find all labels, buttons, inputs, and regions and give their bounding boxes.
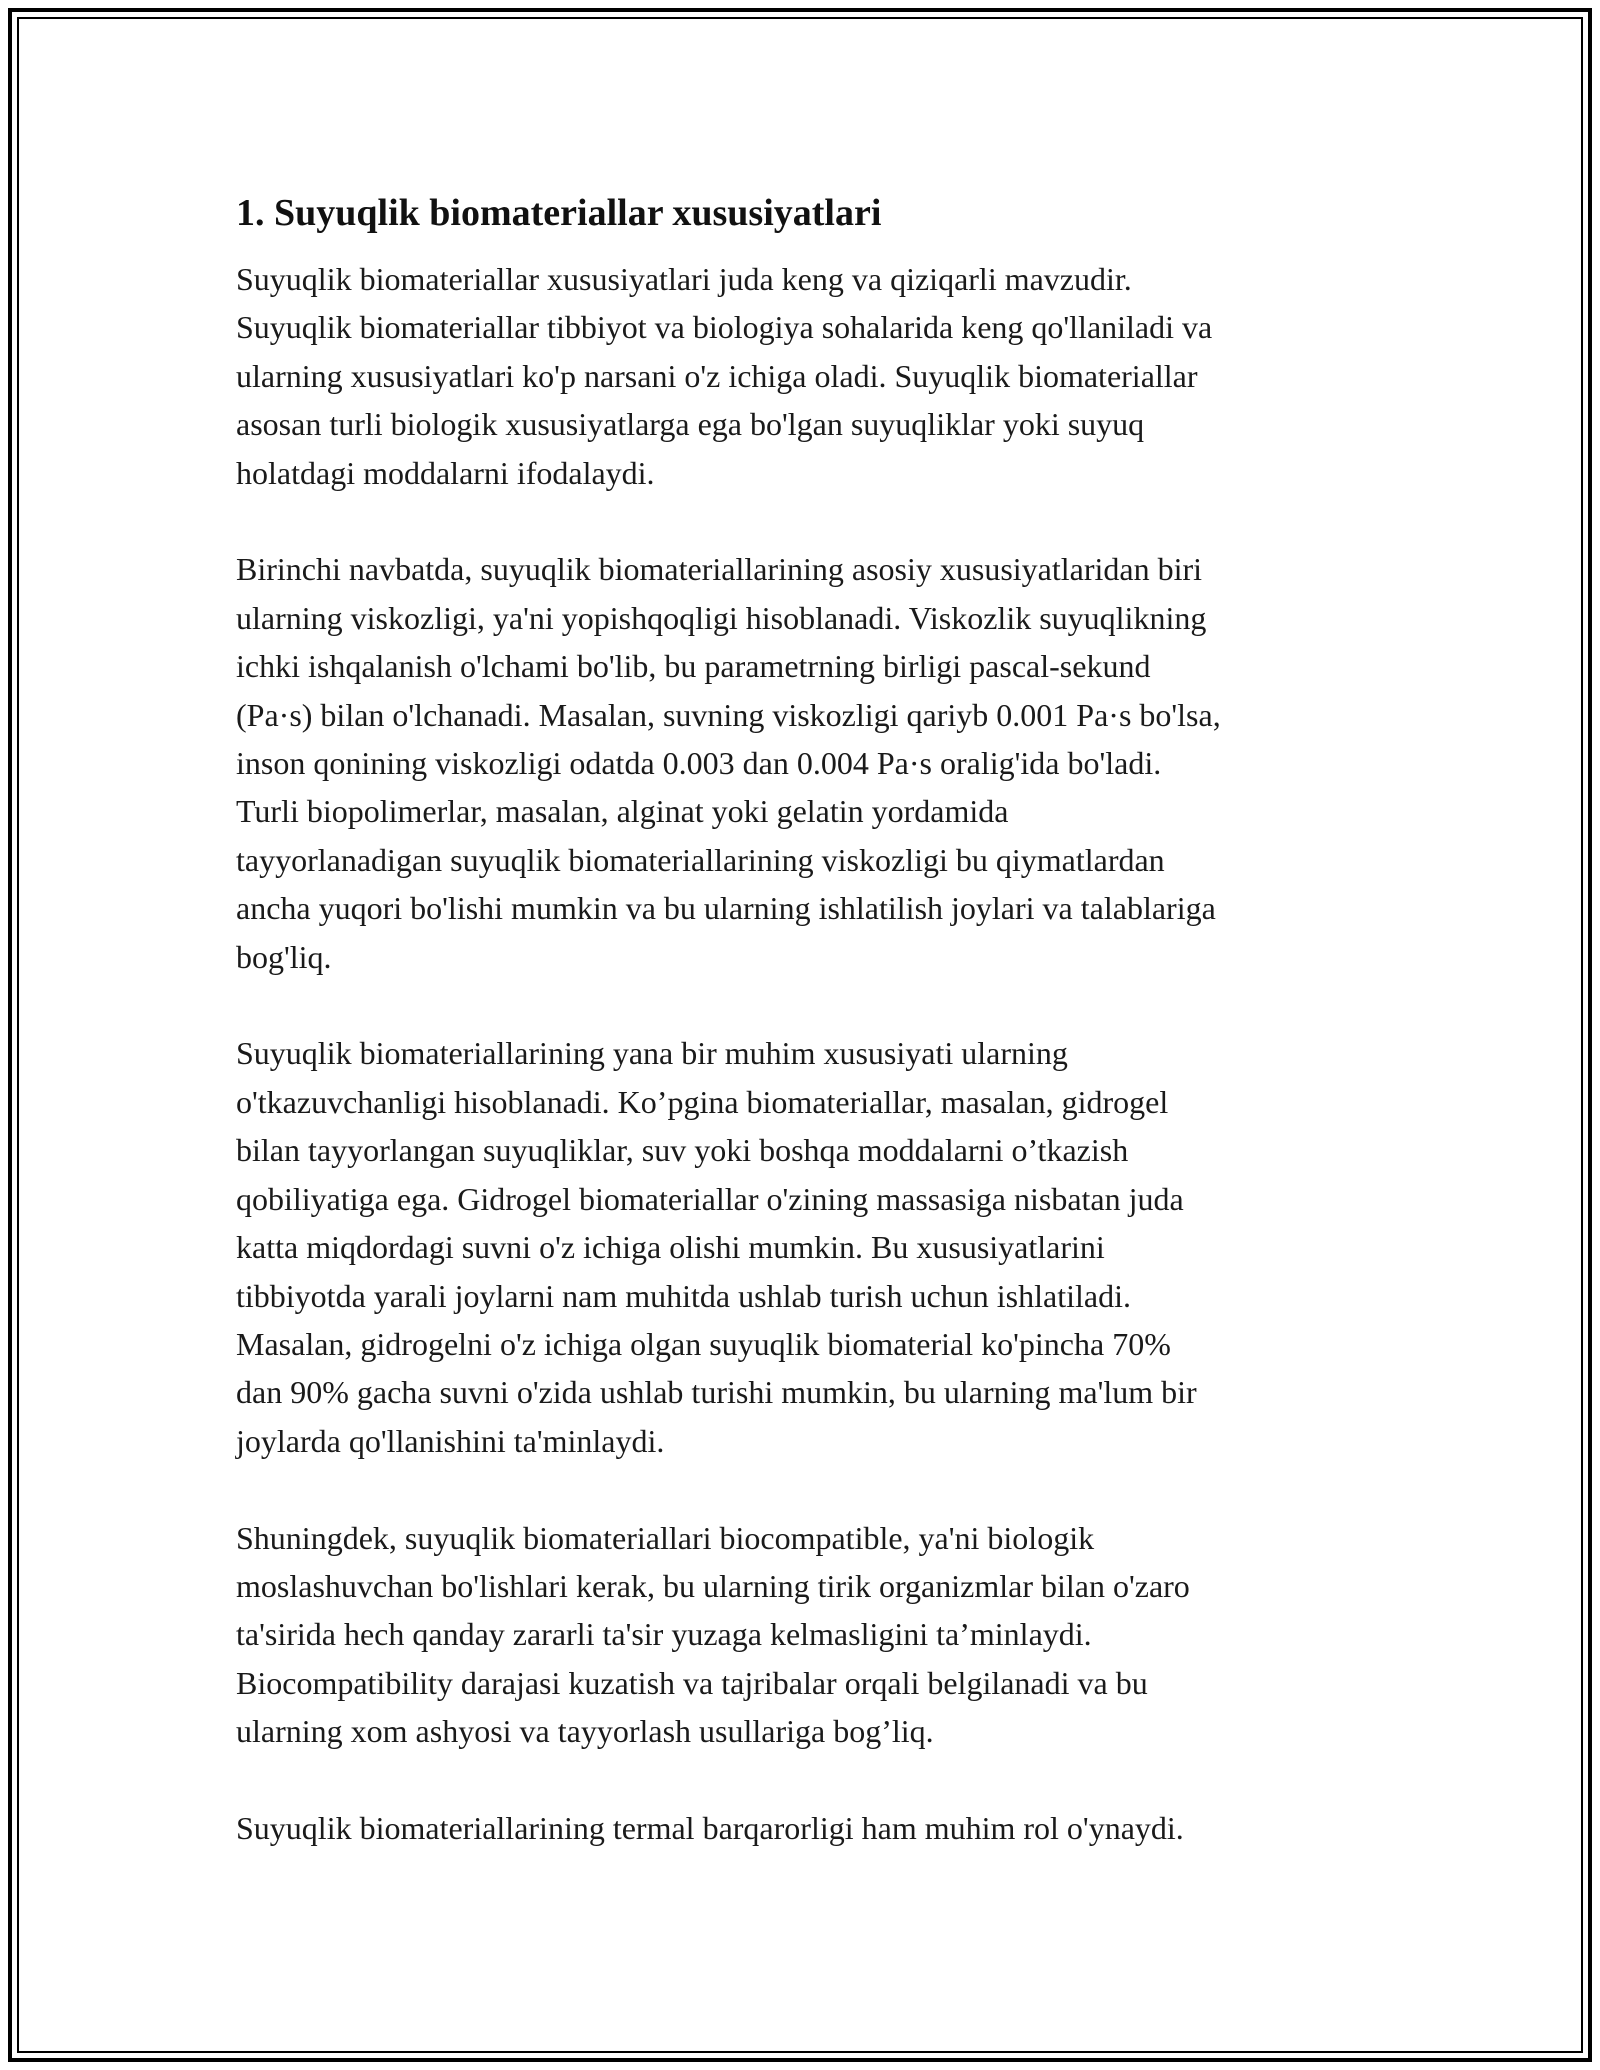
paragraph-viscosity: Birinchi navbatda, suyuqlik biomateriallarining asosiy xususiyatlaridan biri ularning viskozligi, ya'ni yopishqoqligi hisoblanadi. Viskozlik suyuqlikning ichki ishqalanish o'lchami bo'lib, bu parametrning birligi pascal-sekund (Pa·s) bilan o'lchanadi. Masalan, suvning viskozligi qariyb 0.001 Pa·s bo'lsa, inson qonining viskozligi odatda 0.003 dan 0.004 Pa·s oralig'ida bo'ladi. Turli biopolimerlar, masalan, alginat yoki gelatin yordamida tayyorlanadigan suyuqlik biomateriallarining viskozligi bu qiymatlardan ancha yuqori bo'lishi mumkin va bu ularning ishlatilish joylari va talablariga bog'liq. (236, 551, 1221, 975)
section-heading: 1. Suyuqlik biomateriallar xususiyatlari (236, 192, 882, 234)
paragraph-thermal-stability: Suyuqlik biomateriallarining termal barqarorligi ham muhim rol o'ynaydi. (236, 1809, 1184, 1846)
paragraph-intro: Suyuqlik biomateriallar xususiyatlari juda keng va qiziqarli mavzudir. Suyuqlik biomateriallar tibbiyot va biologiya sohalarida keng qo'llaniladi va ularning xususiyatlari ko'p narsani o'z ichiga oladi. Suyuqlik biomateriallar asosan turli biologik xususiyatlarga ega bo'lgan suyuqliklar yoki suyuq holatdagi moddalarni ifodalaydi. (236, 261, 1213, 491)
paragraph-permeability: Suyuqlik biomateriallarining yana bir muhim xususiyati ularning o'tkazuvchanligi hisoblanadi. Ko’pgina biomateriallar, masalan, gidrogel bilan tayyorlangan suyuqliklar, suv yoki boshqa moddalarni o’tkazish qobiliyatiga ega. Gidrogel biomateriallar o'zining massasiga nisbatan juda katta miqdordagi suvni o'z ichiga olishi mumkin. Bu xususiyatlarini tibbiyotda yarali joylarni nam muhitda ushlab turish uchun ishlatiladi. Masalan, gidrogelni o'z ichiga olgan suyuqlik biomaterial ko'pincha 70% dan 90% gacha suvni o'zida ushlab turishi mumkin, bu ularning ma'lum bir joylarda qo'llanishini ta'minlaydi. (236, 1035, 1197, 1459)
paragraph-biocompatibility: Shuningdek, suyuqlik biomateriallari biocompatible, ya'ni biologik moslashuvchan bo'lishlari kerak, bu ularning tirik organizmlar bilan o'zaro ta'sirida hech qanday zararli ta'sir yuzaga kelmasligini ta’minlaydi. Biocompatibility darajasi kuzatish va tajribalar orqali belgilanadi va bu ularning xom ashyosi va tayyorlash usullariga bog’liq. (236, 1519, 1190, 1750)
document-body (236, 187, 1376, 1852)
